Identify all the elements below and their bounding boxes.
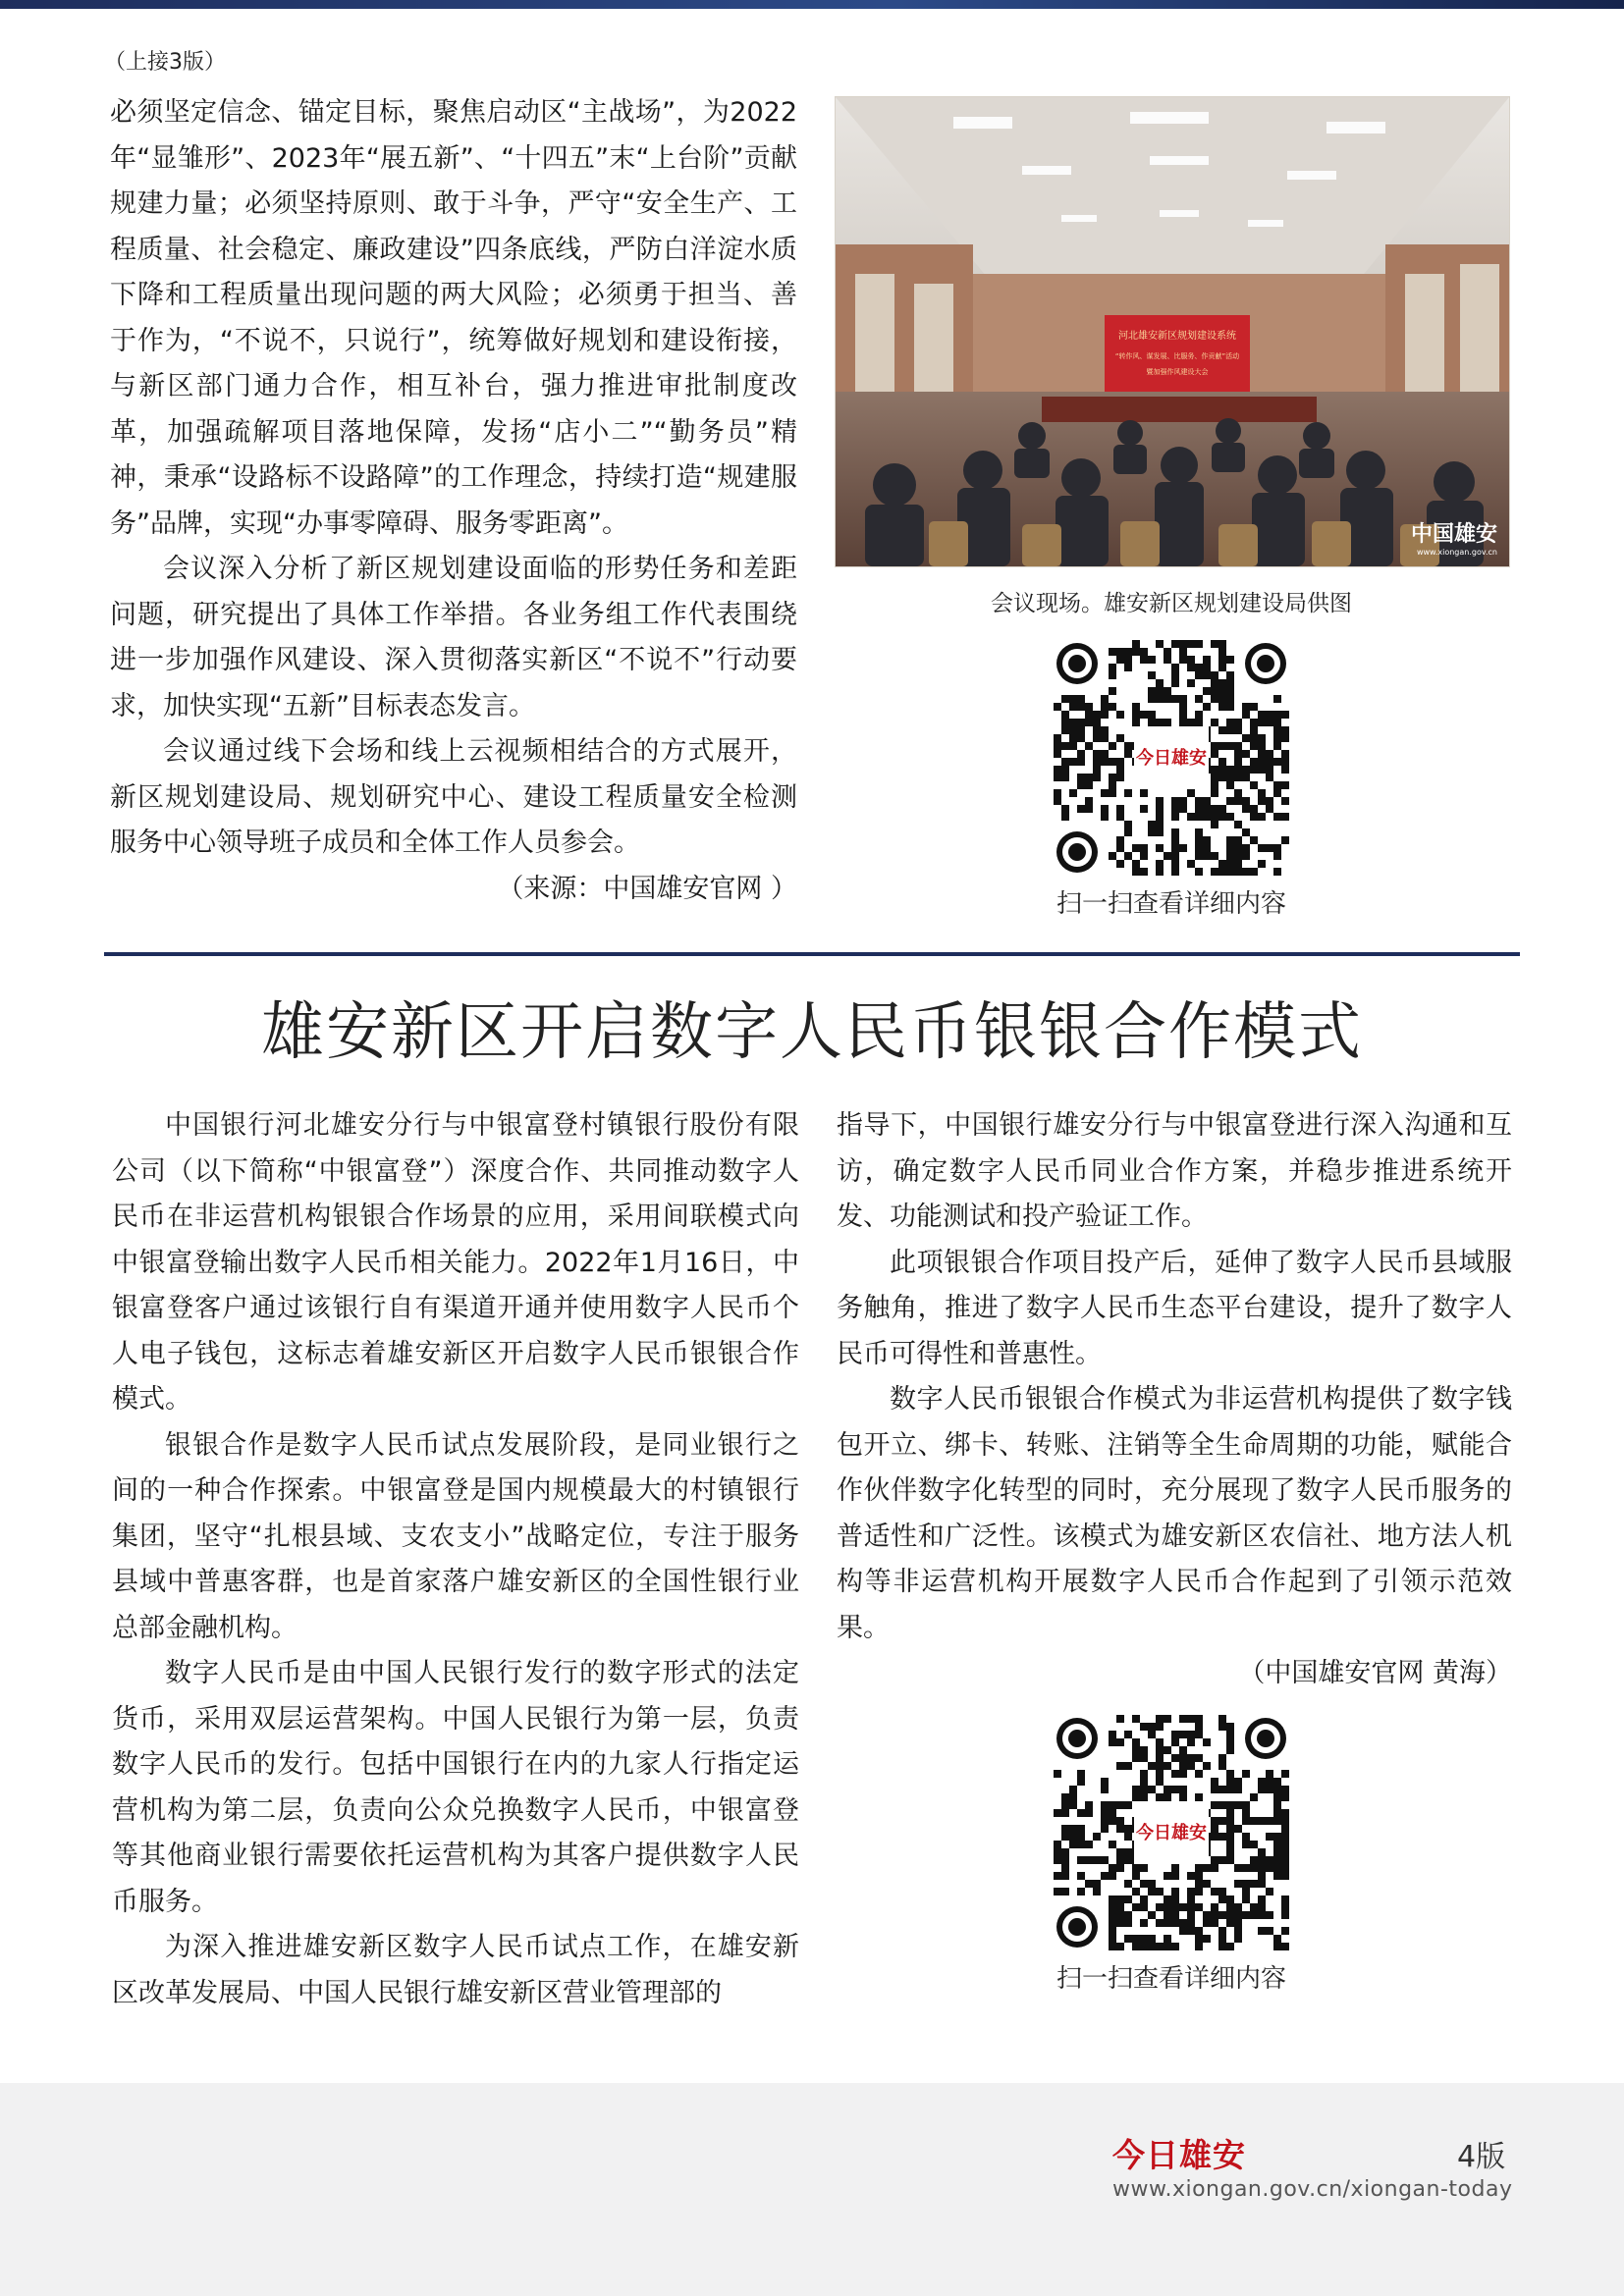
svg-text:www.xiongan.gov.cn: www.xiongan.gov.cn [1416, 548, 1497, 557]
footer-url[interactable]: www.xiongan.gov.cn/xiongan-today [1112, 2177, 1513, 2202]
left-paragraph-1: 中国银行河北雄安分行与中银富登村镇银行股份有限公司（以下简称“中银富登”）深度合作、共同推动数字人民币在非运营机构银银合作场景的应用，采用间联模式向中银富登输出数字人民币相关能力。2022年1月16日，中银富登客户通过该银行自有渠道开通并使用数字人民币个人电子钱包，这标志着雄安新区开启数字人民币银银合作模式。 [112, 1110, 799, 1415]
svg-text:河北雄安新区规划建设系统: 河北雄安新区规划建设系统 [1118, 331, 1236, 342]
qr-code-top[interactable] [1054, 640, 1289, 876]
article-headline: 雄安新区开启数字人民币银银合作模式 [261, 996, 1363, 1069]
section-divider [104, 952, 1520, 956]
right-paragraph-1: 指导下，中国银行雄安分行与中银富登进行深入沟通和互访，确定数字人民币同业合作方案，并稳步推进系统开发、功能测试和投产验证工作。 [837, 1110, 1512, 1232]
top-article-source: （来源：中国雄安官网 ） [497, 873, 797, 904]
left-paragraph-4: 为深入推进雄安新区数字人民币试点工作，在雄安新区改革发展局、中国人民银行雄安新区营业管理部的 [112, 1932, 799, 2008]
page-number: 4版 [1457, 2140, 1506, 2174]
right-paragraph-2: 此项银银合作项目投产后，延伸了数字人民币县域服务触角，推进了数字人民币生态平台建设，提升了数字人民币可得性和普惠性。 [837, 1247, 1512, 1369]
photo-caption: 会议现场。雄安新区规划建设局供图 [991, 591, 1352, 616]
left-paragraph-3: 数字人民币是由中国人民银行发行的数字形式的法定货币，采用双层运营架构。中国人民银行为第一层，负责数字人民币的发行。包括中国银行在内的九家人行指定运营机构为第二层，负责向公众兑换数字人民币，中银富登等其他商业银行需要依托运营机构为其客户提供数字人民币服务。 [112, 1658, 799, 1917]
qr-label-bottom: 扫一扫查看详细内容 [1056, 1964, 1286, 1994]
meeting-photo [835, 96, 1510, 567]
top-article-text [110, 90, 797, 912]
photo-watermark: 中国雄安 [1410, 521, 1497, 547]
continuation-note: （上接3版） [104, 50, 226, 75]
top-paragraph-1: 必须坚定信念、锚定目标，聚焦启动区“主战场”，为2022年“显雏形”、2023年“展五新”、“十四五”末“上台阶”贡献规建力量；必须坚持原则、敢于斗争，严守“安全生产、工程质量、社会稳定、廉政建设”四条底线，严防白洋淀水质下降和工程质量出现问题的两大风险；必须勇于担当、善于作为，“不说不，只说行”，统筹做好规划和建设衔接，与新区部门通力合作，相互补台，强力推进审批制度改革，加强疏解项目落地保障，发扬“店小二”“勤务员”精神，秉承“设路标不设路障”的工作理念，持续打造“规建服务”品牌，实现“办事零障碍、服务零距离”。 [110, 97, 797, 539]
top-paragraph-3: 会议通过线下会场和线上云视频相结合的方式展开，新区规划建设局、规划研究中心、建设工程质量安全检测服务中心领导班子成员和全体工作人员参会。 [110, 736, 797, 858]
footer-logo: 今日雄安 [1112, 2136, 1246, 2174]
qr-code-bottom[interactable] [1054, 1715, 1289, 1950]
article-right-column [837, 1103, 1512, 1697]
qr-logo-text: 今日雄安 [1136, 1823, 1207, 1843]
svg-text:暨加强作风建设大会: 暨加强作风建设大会 [1146, 368, 1209, 376]
top-paragraph-2: 会议深入分析了新区规划建设面临的形势任务和差距问题，研究提出了具体工作举措。各业务组工作代表围绕进一步加强作风建设、深入贯彻落实新区“不说不”行动要求，加快实现“五新”目标表态发言。 [110, 554, 797, 721]
qr-logo-text: 今日雄安 [1136, 748, 1207, 769]
right-article-source: （中国雄安官网 黄海） [1238, 1658, 1512, 1688]
qr-label-top: 扫一扫查看详细内容 [1056, 889, 1286, 919]
meeting-photo-illustration [836, 97, 1509, 566]
top-accent-bar [0, 0, 1624, 9]
left-paragraph-2: 银银合作是数字人民币试点发展阶段，是同业银行之间的一种合作探索。中银富登是国内规模最大的村镇银行集团，坚守“扎根县域、支农支小”战略定位，专注于服务县域中普惠客群，也是首家落户雄安新区的全国性银行业总部金融机构。 [112, 1429, 799, 1643]
article-left-column [112, 1103, 799, 2016]
right-paragraph-3: 数字人民币银银合作模式为非运营机构提供了数字钱包开立、绑卡、转账、注销等全生命周期的功能，赋能合作伙伴数字化转型的同时，充分展现了数字人民币服务的普适性和广泛性。该模式为雄安新区农信社、地方法人机构等非运营机构开展数字人民币合作起到了引领示范效果。 [837, 1384, 1512, 1643]
svg-text:“转作风、谋发展、比服务、作贡献”活动: “转作风、谋发展、比服务、作贡献”活动 [1114, 352, 1240, 360]
